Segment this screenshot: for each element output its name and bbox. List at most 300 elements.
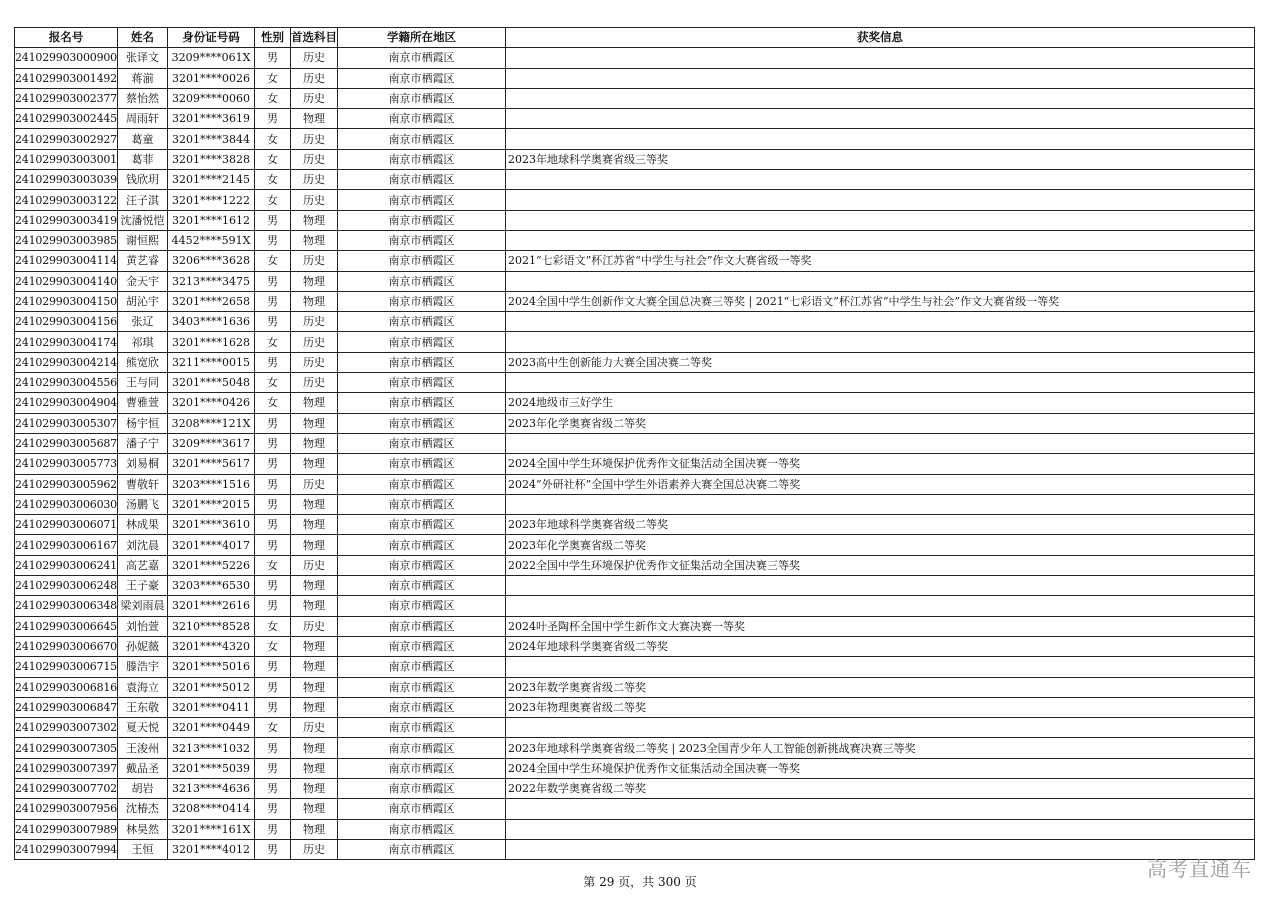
table-row: [15, 433, 1255, 453]
cell-reg: 241029903004140: [15, 271, 118, 291]
cell-name: 金天宇: [118, 271, 168, 291]
cell-gender: 男: [255, 312, 291, 332]
table-row: [15, 48, 1255, 68]
cell-region: 南京市栖霞区: [338, 170, 506, 190]
cell-awards: [506, 230, 1255, 250]
cell-reg: 241029903003419: [15, 210, 118, 230]
cell-reg: 241029903004214: [15, 352, 118, 372]
cell-id: 3201****4012: [168, 839, 255, 859]
cell-awards: [506, 312, 1255, 332]
cell-subject: 历史: [291, 129, 338, 149]
cell-region: 南京市栖霞区: [338, 413, 506, 433]
cell-gender: 男: [255, 474, 291, 494]
cell-gender: 女: [255, 555, 291, 575]
cell-region: 南京市栖霞区: [338, 312, 506, 332]
table-row: [15, 474, 1255, 494]
cell-id: 3201****5012: [168, 677, 255, 697]
cell-subject: 历史: [291, 88, 338, 108]
cell-awards: [506, 210, 1255, 230]
cell-awards: 2024年地球科学奥赛省级二等奖: [506, 636, 1255, 656]
cell-gender: 男: [255, 230, 291, 250]
table-row: [15, 88, 1255, 108]
cell-id: 3206****3628: [168, 251, 255, 271]
cell-name: 潘子宁: [118, 433, 168, 453]
table-row: [15, 555, 1255, 575]
cell-id: 3201****5048: [168, 373, 255, 393]
cell-id: 3213****3475: [168, 271, 255, 291]
cell-awards: [506, 88, 1255, 108]
cell-subject: 历史: [291, 616, 338, 636]
cell-subject: 物理: [291, 576, 338, 596]
cell-region: 南京市栖霞区: [338, 352, 506, 372]
cell-subject: 物理: [291, 535, 338, 555]
cell-id: 3201****2616: [168, 596, 255, 616]
cell-reg: 241029903003985: [15, 230, 118, 250]
cell-subject: 物理: [291, 393, 338, 413]
cell-name: 沈椿杰: [118, 799, 168, 819]
cell-awards: [506, 48, 1255, 68]
cell-reg: 241029903006071: [15, 515, 118, 535]
cell-awards: [506, 576, 1255, 596]
cell-gender: 男: [255, 413, 291, 433]
cell-reg: 241029903006816: [15, 677, 118, 697]
cell-awards: 2023年数学奥赛省级二等奖: [506, 677, 1255, 697]
cell-awards: [506, 494, 1255, 514]
cell-region: 南京市栖霞区: [338, 718, 506, 738]
table-row: [15, 616, 1255, 636]
table-row: [15, 312, 1255, 332]
cell-subject: 物理: [291, 819, 338, 839]
cell-name: 曹敬轩: [118, 474, 168, 494]
cell-reg: 241029903006847: [15, 697, 118, 717]
cell-region: 南京市栖霞区: [338, 332, 506, 352]
header-region: 学籍所在地区: [338, 28, 506, 48]
cell-awards: 2024“外研社杯”全国中学生外语素养大赛全国总决赛二等奖: [506, 474, 1255, 494]
cell-id: 3201****3844: [168, 129, 255, 149]
cell-reg: 241029903006248: [15, 576, 118, 596]
cell-gender: 男: [255, 535, 291, 555]
cell-awards: [506, 109, 1255, 129]
cell-awards: [506, 839, 1255, 859]
cell-name: 王子豪: [118, 576, 168, 596]
cell-region: 南京市栖霞区: [338, 373, 506, 393]
cell-gender: 男: [255, 352, 291, 372]
cell-gender: 男: [255, 778, 291, 798]
cell-gender: 男: [255, 677, 291, 697]
cell-region: 南京市栖霞区: [338, 88, 506, 108]
cell-subject: 物理: [291, 494, 338, 514]
cell-subject: 历史: [291, 190, 338, 210]
cell-region: 南京市栖霞区: [338, 271, 506, 291]
cell-region: 南京市栖霞区: [338, 657, 506, 677]
table-row: [15, 697, 1255, 717]
cell-id: 4452****591X: [168, 230, 255, 250]
cell-reg: 241029903000900: [15, 48, 118, 68]
cell-reg: 241029903007397: [15, 758, 118, 778]
cell-awards: [506, 819, 1255, 839]
table-row: [15, 515, 1255, 535]
cell-reg: 241029903004904: [15, 393, 118, 413]
cell-gender: 男: [255, 109, 291, 129]
cell-gender: 女: [255, 332, 291, 352]
cell-reg: 241029903002377: [15, 88, 118, 108]
cell-awards: [506, 271, 1255, 291]
cell-region: 南京市栖霞区: [338, 839, 506, 859]
cell-gender: 女: [255, 170, 291, 190]
cell-id: 3203****6530: [168, 576, 255, 596]
cell-reg: 241029903003122: [15, 190, 118, 210]
cell-region: 南京市栖霞区: [338, 494, 506, 514]
cell-name: 蔡怡然: [118, 88, 168, 108]
cell-id: 3201****3619: [168, 109, 255, 129]
cell-id: 3201****0411: [168, 697, 255, 717]
cell-name: 胡沁宇: [118, 291, 168, 311]
cell-awards: 2024全国中学生环境保护优秀作文征集活动全国决赛一等奖: [506, 758, 1255, 778]
cell-reg: 241029903006670: [15, 636, 118, 656]
cell-awards: [506, 799, 1255, 819]
cell-awards: 2022年数学奥赛省级二等奖: [506, 778, 1255, 798]
table-row: [15, 373, 1255, 393]
table-row: [15, 657, 1255, 677]
cell-subject: 物理: [291, 778, 338, 798]
cell-gender: 女: [255, 636, 291, 656]
cell-name: 曹雅萱: [118, 393, 168, 413]
cell-reg: 241029903007956: [15, 799, 118, 819]
table-row: [15, 332, 1255, 352]
cell-name: 黄艺睿: [118, 251, 168, 271]
cell-name: 张辽: [118, 312, 168, 332]
cell-subject: 物理: [291, 657, 338, 677]
cell-subject: 物理: [291, 515, 338, 535]
cell-reg: 241029903006645: [15, 616, 118, 636]
cell-id: 3201****161X: [168, 819, 255, 839]
cell-id: 3201****5226: [168, 555, 255, 575]
table-row: [15, 251, 1255, 271]
cell-reg: 241029903005962: [15, 474, 118, 494]
cell-subject: 历史: [291, 555, 338, 575]
header-awards: 获奖信息: [506, 28, 1255, 48]
cell-name: 刘怡萱: [118, 616, 168, 636]
cell-id: 3209****0060: [168, 88, 255, 108]
cell-gender: 男: [255, 576, 291, 596]
cell-name: 沈潘悦恺: [118, 210, 168, 230]
cell-awards: [506, 657, 1255, 677]
cell-gender: 男: [255, 454, 291, 474]
table-row: [15, 494, 1255, 514]
cell-reg: 241029903007305: [15, 738, 118, 758]
cell-reg: 241029903002927: [15, 129, 118, 149]
cell-id: 3201****1612: [168, 210, 255, 230]
cell-gender: 男: [255, 738, 291, 758]
cell-subject: 历史: [291, 68, 338, 88]
cell-reg: 241029903004556: [15, 373, 118, 393]
cell-subject: 历史: [291, 48, 338, 68]
table-row: [15, 778, 1255, 798]
cell-awards: 2022全国中学生环境保护优秀作文征集活动全国决赛三等奖: [506, 555, 1255, 575]
table-row: [15, 149, 1255, 169]
cell-name: 袁海立: [118, 677, 168, 697]
cell-reg: 241029903003039: [15, 170, 118, 190]
cell-awards: [506, 433, 1255, 453]
cell-awards: 2023年化学奥赛省级二等奖: [506, 413, 1255, 433]
cell-region: 南京市栖霞区: [338, 291, 506, 311]
cell-gender: 女: [255, 616, 291, 636]
cell-subject: 历史: [291, 718, 338, 738]
cell-name: 滕浩宇: [118, 657, 168, 677]
header-row: [15, 28, 1255, 48]
cell-name: 谢恒熙: [118, 230, 168, 250]
cell-gender: 女: [255, 129, 291, 149]
cell-reg: 241029903005773: [15, 454, 118, 474]
cell-subject: 历史: [291, 474, 338, 494]
cell-gender: 女: [255, 88, 291, 108]
cell-reg: 241029903005307: [15, 413, 118, 433]
cell-id: 3201****5039: [168, 758, 255, 778]
cell-subject: 物理: [291, 271, 338, 291]
table-row: [15, 190, 1255, 210]
cell-gender: 男: [255, 433, 291, 453]
table-row: [15, 636, 1255, 656]
cell-reg: 241029903005687: [15, 433, 118, 453]
cell-awards: [506, 170, 1255, 190]
cell-id: 3213****4636: [168, 778, 255, 798]
cell-subject: 物理: [291, 210, 338, 230]
cell-name: 周雨轩: [118, 109, 168, 129]
page-number: 第 29 页，共 300 页: [583, 875, 697, 889]
cell-awards: 2023年地球科学奥赛省级二等奖: [506, 515, 1255, 535]
cell-region: 南京市栖霞区: [338, 636, 506, 656]
cell-subject: 物理: [291, 109, 338, 129]
cell-id: 3210****8528: [168, 616, 255, 636]
cell-subject: 历史: [291, 251, 338, 271]
cell-gender: 男: [255, 271, 291, 291]
cell-region: 南京市栖霞区: [338, 149, 506, 169]
cell-reg: 241029903004174: [15, 332, 118, 352]
table-row: [15, 109, 1255, 129]
cell-subject: 历史: [291, 312, 338, 332]
cell-awards: 2023高中生创新能力大赛全国决赛二等奖: [506, 352, 1255, 372]
table-row: [15, 230, 1255, 250]
cell-subject: 物理: [291, 454, 338, 474]
cell-subject: 物理: [291, 636, 338, 656]
cell-reg: 241029903002445: [15, 109, 118, 129]
cell-gender: 男: [255, 291, 291, 311]
cell-gender: 男: [255, 839, 291, 859]
table-row: [15, 170, 1255, 190]
cell-region: 南京市栖霞区: [338, 555, 506, 575]
cell-reg: 241029903006030: [15, 494, 118, 514]
cell-name: 熊宽欣: [118, 352, 168, 372]
cell-awards: [506, 68, 1255, 88]
cell-id: 3201****1628: [168, 332, 255, 352]
cell-region: 南京市栖霞区: [338, 799, 506, 819]
cell-reg: 241029903007994: [15, 839, 118, 859]
cell-name: 张译文: [118, 48, 168, 68]
cell-id: 3208****121X: [168, 413, 255, 433]
cell-name: 王东敬: [118, 697, 168, 717]
cell-region: 南京市栖霞区: [338, 210, 506, 230]
cell-awards: [506, 718, 1255, 738]
cell-subject: 历史: [291, 170, 338, 190]
table-row: [15, 596, 1255, 616]
table-row: [15, 535, 1255, 555]
cell-reg: 241029903004156: [15, 312, 118, 332]
cell-id: 3201****0026: [168, 68, 255, 88]
cell-name: 王与同: [118, 373, 168, 393]
cell-name: 戴品圣: [118, 758, 168, 778]
cell-region: 南京市栖霞区: [338, 129, 506, 149]
cell-gender: 女: [255, 68, 291, 88]
cell-awards: 2024叶圣陶杯全国中学生新作文大赛决赛一等奖: [506, 616, 1255, 636]
cell-subject: 历史: [291, 332, 338, 352]
cell-region: 南京市栖霞区: [338, 109, 506, 129]
cell-gender: 男: [255, 515, 291, 535]
cell-gender: 女: [255, 718, 291, 738]
cell-subject: 物理: [291, 433, 338, 453]
cell-gender: 男: [255, 819, 291, 839]
cell-subject: 历史: [291, 352, 338, 372]
table-row: [15, 677, 1255, 697]
cell-region: 南京市栖霞区: [338, 778, 506, 798]
cell-name: 汪子淇: [118, 190, 168, 210]
student-table: [14, 27, 1255, 860]
header-id: 身份证号码: [168, 28, 255, 48]
cell-reg: 241029903006241: [15, 555, 118, 575]
cell-name: 汤鹏飞: [118, 494, 168, 514]
cell-id: 3201****5016: [168, 657, 255, 677]
cell-id: 3201****0426: [168, 393, 255, 413]
cell-region: 南京市栖霞区: [338, 251, 506, 271]
cell-id: 3201****0449: [168, 718, 255, 738]
cell-id: 3213****1032: [168, 738, 255, 758]
header-name: 姓名: [118, 28, 168, 48]
cell-reg: 241029903004150: [15, 291, 118, 311]
cell-name: 林昊然: [118, 819, 168, 839]
cell-id: 3201****2145: [168, 170, 255, 190]
cell-reg: 241029903006348: [15, 596, 118, 616]
cell-id: 3403****1636: [168, 312, 255, 332]
cell-gender: 女: [255, 149, 291, 169]
cell-reg: 241029903003001: [15, 149, 118, 169]
cell-reg: 241029903004114: [15, 251, 118, 271]
cell-name: 刘易桐: [118, 454, 168, 474]
table-row: [15, 839, 1255, 859]
table-row: [15, 758, 1255, 778]
cell-name: 葛童: [118, 129, 168, 149]
cell-awards: [506, 373, 1255, 393]
cell-name: 孙妮薇: [118, 636, 168, 656]
cell-name: 夏天悦: [118, 718, 168, 738]
cell-id: 3209****061X: [168, 48, 255, 68]
table-row: [15, 799, 1255, 819]
cell-region: 南京市栖霞区: [338, 68, 506, 88]
cell-gender: 男: [255, 494, 291, 514]
cell-region: 南京市栖霞区: [338, 616, 506, 636]
cell-region: 南京市栖霞区: [338, 819, 506, 839]
cell-id: 3201****1222: [168, 190, 255, 210]
watermark-logo: 高考直通车: [1147, 857, 1252, 881]
cell-awards: [506, 332, 1255, 352]
table-row: [15, 291, 1255, 311]
table-row: [15, 819, 1255, 839]
cell-name: 高艺嘉: [118, 555, 168, 575]
cell-gender: 女: [255, 393, 291, 413]
cell-awards: 2023年物理奥赛省级二等奖: [506, 697, 1255, 717]
cell-name: 林成果: [118, 515, 168, 535]
cell-subject: 物理: [291, 291, 338, 311]
cell-region: 南京市栖霞区: [338, 738, 506, 758]
cell-subject: 物理: [291, 799, 338, 819]
cell-gender: 女: [255, 373, 291, 393]
cell-subject: 物理: [291, 413, 338, 433]
cell-awards: 2024全国中学生环境保护优秀作文征集活动全国决赛一等奖: [506, 454, 1255, 474]
cell-gender: 女: [255, 251, 291, 271]
header-reg: 报名号: [15, 28, 118, 48]
cell-region: 南京市栖霞区: [338, 230, 506, 250]
cell-region: 南京市栖霞区: [338, 697, 506, 717]
table-row: [15, 454, 1255, 474]
cell-subject: 历史: [291, 149, 338, 169]
header-subject: 首选科目: [291, 28, 338, 48]
cell-id: 3201****3828: [168, 149, 255, 169]
cell-id: 3203****1516: [168, 474, 255, 494]
cell-awards: [506, 596, 1255, 616]
cell-region: 南京市栖霞区: [338, 48, 506, 68]
cell-region: 南京市栖霞区: [338, 535, 506, 555]
cell-subject: 物理: [291, 758, 338, 778]
cell-name: 杨宇恒: [118, 413, 168, 433]
cell-gender: 男: [255, 596, 291, 616]
cell-reg: 241029903007989: [15, 819, 118, 839]
table-row: [15, 210, 1255, 230]
cell-region: 南京市栖霞区: [338, 677, 506, 697]
cell-name: 梁刘雨晨: [118, 596, 168, 616]
table-row: [15, 413, 1255, 433]
cell-gender: 男: [255, 210, 291, 230]
cell-gender: 男: [255, 758, 291, 778]
cell-subject: 物理: [291, 677, 338, 697]
cell-region: 南京市栖霞区: [338, 190, 506, 210]
cell-name: 王恒: [118, 839, 168, 859]
cell-awards: 2023年地球科学奥赛省级三等奖: [506, 149, 1255, 169]
cell-region: 南京市栖霞区: [338, 758, 506, 778]
cell-id: 3201****3610: [168, 515, 255, 535]
cell-id: 3201****2015: [168, 494, 255, 514]
cell-region: 南京市栖霞区: [338, 515, 506, 535]
cell-reg: 241029903007702: [15, 778, 118, 798]
cell-subject: 物理: [291, 738, 338, 758]
cell-id: 3201****2658: [168, 291, 255, 311]
table-row: [15, 393, 1255, 413]
cell-awards: 2024地级市三好学生: [506, 393, 1255, 413]
cell-region: 南京市栖霞区: [338, 596, 506, 616]
cell-name: 祁琪: [118, 332, 168, 352]
cell-name: 蒋湔: [118, 68, 168, 88]
cell-id: 3201****4017: [168, 535, 255, 555]
table-row: [15, 271, 1255, 291]
cell-gender: 女: [255, 190, 291, 210]
cell-name: 胡岩: [118, 778, 168, 798]
cell-region: 南京市栖霞区: [338, 393, 506, 413]
table-row: [15, 738, 1255, 758]
cell-gender: 男: [255, 657, 291, 677]
cell-gender: 男: [255, 697, 291, 717]
cell-id: 3209****3617: [168, 433, 255, 453]
table-row: [15, 352, 1255, 372]
cell-id: 3201****5617: [168, 454, 255, 474]
cell-subject: 历史: [291, 839, 338, 859]
table-row: [15, 68, 1255, 88]
